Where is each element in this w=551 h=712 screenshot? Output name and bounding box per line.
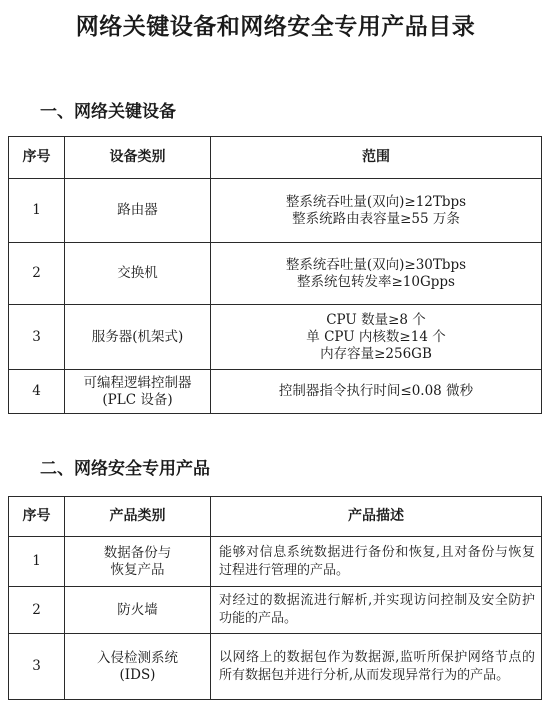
row-number: 1	[9, 537, 65, 587]
category-line: 入侵检测系统	[97, 649, 178, 666]
section-heading-devices: 一、网络关键设备	[40, 102, 176, 122]
device-scope	[211, 305, 542, 370]
product-description: 能够对信息系统数据进行备份和恢复,且对备份与恢复过程进行管理的产品。	[211, 537, 542, 587]
product-description: 对经过的数据流进行解析,并实现访问控制及安全防护功能的产品。	[211, 587, 542, 634]
table-row	[9, 243, 542, 305]
table-row	[9, 587, 542, 634]
category-line: 防火墙	[117, 601, 158, 618]
document-title: 网络关键设备和网络安全专用产品目录	[75, 14, 476, 40]
category-line: 数据备份与	[103, 544, 172, 561]
category-line: 可编程逻辑控制器	[83, 374, 192, 391]
row-number: 2	[9, 587, 65, 634]
devices-table	[8, 136, 542, 414]
scope-line: 整系统包转发率≥10Gpps	[297, 273, 455, 290]
header-cell-no: 序号	[9, 137, 65, 179]
scope-line: 内存容量≥256GB	[320, 345, 432, 362]
scope-line: 单 CPU 内核数≥14 个	[306, 328, 446, 345]
header-cell-category: 设备类别	[65, 137, 211, 179]
table-header-row	[9, 497, 542, 537]
scope-line: 控制器指令执行时间≤0.08 微秒	[278, 383, 474, 399]
device-category	[65, 305, 211, 370]
scope-line: 整系统吞吐量(双向)≥30Tbps	[285, 256, 467, 273]
device-scope	[211, 243, 542, 305]
table-row	[9, 634, 542, 700]
row-number: 4	[9, 370, 65, 414]
device-category	[65, 370, 211, 414]
table-row	[9, 537, 542, 587]
category-line: 路由器	[117, 202, 158, 218]
category-line: (PLC 设备)	[102, 391, 173, 408]
scope-line: CPU 数量≥8 个	[326, 311, 426, 328]
header-cell-scope: 范围	[211, 137, 542, 179]
category-line: (IDS)	[119, 666, 156, 683]
scope-line: 整系统路由表容量≥55 万条	[292, 210, 460, 227]
products-table	[8, 496, 542, 700]
header-cell-no: 序号	[9, 497, 65, 537]
header-cell-category: 产品类别	[65, 497, 211, 537]
header-cell-description: 产品描述	[211, 497, 542, 537]
section-heading-products: 二、网络安全专用产品	[40, 459, 210, 479]
scope-line: 整系统吞吐量(双向)≥12Tbps	[285, 193, 467, 210]
category-line: 恢复产品	[110, 561, 165, 578]
category-line: 交换机	[117, 265, 158, 281]
device-category	[65, 179, 211, 243]
product-category	[65, 587, 211, 634]
device-category	[65, 243, 211, 305]
product-category	[65, 634, 211, 700]
category-line: 服务器(机架式)	[91, 328, 184, 345]
product-category	[65, 537, 211, 587]
table-header-row	[9, 137, 542, 179]
product-description: 以网络上的数据包作为数据源,监听所保护网络节点的所有数据包并进行分析,从而发现异常行为的产品。	[211, 634, 542, 700]
table-row	[9, 179, 542, 243]
device-scope	[211, 370, 542, 414]
row-number: 3	[9, 305, 65, 370]
device-scope	[211, 179, 542, 243]
row-number: 2	[9, 243, 65, 305]
row-number: 1	[9, 179, 65, 243]
row-number: 3	[9, 634, 65, 700]
table-row	[9, 370, 542, 414]
table-row	[9, 305, 542, 370]
